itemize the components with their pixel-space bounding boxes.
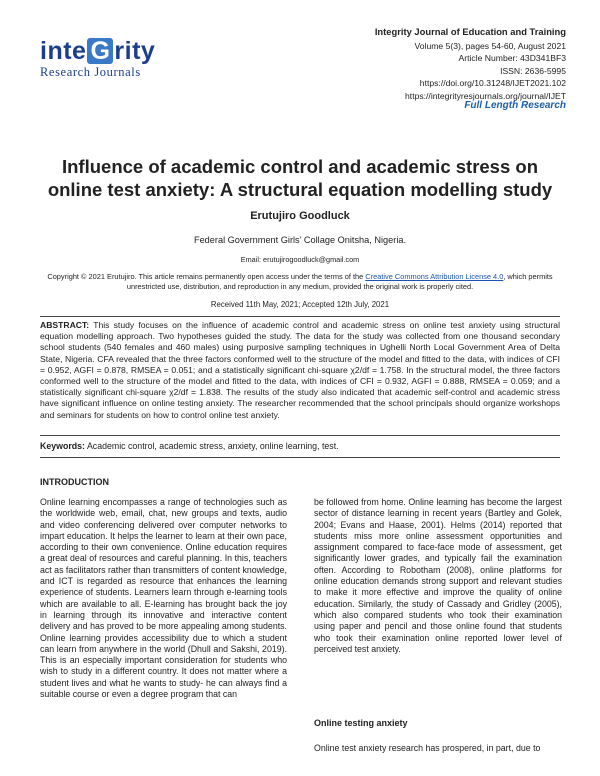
section-heading-online-testing-anxiety: Online testing anxiety xyxy=(314,718,408,728)
divider-top xyxy=(40,316,560,317)
logo-subtitle: Research Journals xyxy=(40,65,141,79)
journal-info xyxy=(375,26,566,103)
article-number: Article Number: 43D341BF3 xyxy=(458,53,566,64)
article-type: Full Length Research xyxy=(464,100,566,111)
keywords-label: Keywords: xyxy=(40,441,85,451)
issn: ISSN: 2636-5995 xyxy=(500,65,566,76)
divider-bottom xyxy=(40,457,560,458)
intro-left-column: Online learning encompasses a range of technologies such as the worldwide web, email, chat, new groups and texts, audio and video conferencing delivered over computer networks to impart education. It helps the learner to learn at their own pace, according to their own convenience. Online education requires a great deal of resources and careful planning. In this, teachers act as facilitators rather than transmitters of content knowledge, and ICT is regarded as resource that enhances the learning experience of students. Learners learn through e-learning tools which are available to all. E-learning has brought back the joy in learning through its innovative and interactive content delivery and has proved to be more appealing among students. Online learning provides accessibility due to which a student can learn from anywhere in the world (Dhull and Sakshi, 2019). This is an especially important consideration for students who wish to study in a different country. It does not matter where a student lives and what he wants to study- he can always find a suitable course or even a degree program that can xyxy=(40,497,287,700)
affiliation: Federal Government Girls’ Collage Onitsha, Nigeria. xyxy=(193,235,407,245)
journal-name: Integrity Journal of Education and Training xyxy=(374,26,566,37)
author-email[interactable]: Email: erutujirogoodluck@gmail.com xyxy=(240,255,360,264)
subsection-text: Online test anxiety research has prospered, in part, due to xyxy=(314,743,541,753)
intro-right-column: be followed from home. Online learning has become the largest sector of distance learning in recent years (Bartley and Golek, 2004; Evans and Haase, 2001). Helms (2014) reported that students miss more online assessment opportunities and assignment compared to face-face mode of assessment, get significantly lower grades, and typically fail the examination often. According to Robotham (2008), online platforms for online education demands strong support and relevant studies to make it more effective and improve the quality of online education. Similarly, the study of Cassady and Gridley (2005), which also compared students who took their examination using paper and pencil and those online found that students who took their examination online reported lower level of perceived test anxiety. xyxy=(314,497,562,654)
license-link[interactable]: Creative Commons Attribution License 4.0 xyxy=(365,272,504,281)
received-dates: Received 11th May, 2021; Accepted 12th July, 2021 xyxy=(210,300,390,309)
journal-url[interactable]: https://integrityresjournals.org/journal/IJET xyxy=(405,90,566,101)
author-name: Erutujiro Goodluck xyxy=(250,210,350,222)
abstract xyxy=(40,320,560,421)
journal-logo xyxy=(40,38,190,80)
abstract-text: This study focuses on the influence of academic control and academic stress on online test anxiety using structural equation modelling approach. Two hypotheses guided the study. The data for the study was collected from one thousand secondary school students (540 females and 460 males) using purposive sampling techniques in Ughelli North Local Government Area of Delta State, Nigeria. CFA revealed that the three factors conformed well to the structure of the model and fitted to the data, with indices of CFI = 0.952, AGFI = 0.878, RMSEA = 0.051; and a statistically significant chi-square χ2/df = 1.758. In the structural model, the three factors conformed well to the structure of the model and fitted to the data, with indices of CFI = 0.932, AGFI = 0.888, RMSEA = 0.059; and a statistically significant chi-square χ2/df = 1.838. The results of the study also indicated that academic self-control and academic stress have significant influence on online testing anxiety. The researcher recommended that the school principals should organize workshops and seminars for students on how to control online test anxiety. xyxy=(40,320,560,420)
logo-wordmark: inte G rity xyxy=(40,37,156,65)
keywords-text: Academic control, academic stress, anxiety, online learning, test. xyxy=(84,441,339,451)
divider-middle xyxy=(40,435,560,436)
doi-link[interactable]: https://doi.org/10.31248/IJET2021.102 xyxy=(419,78,566,89)
section-heading-introduction: INTRODUCTION xyxy=(40,477,109,487)
copyright-notice: Copyright © 2021 Erutujiro. This article remains permanently open access under the terms of the Creative Commons Attribution License 4.0, which permits unrestricted use, distribution, and reproduction in any medium, provided the original work is properly cited. xyxy=(47,272,553,291)
journal-volume: Volume 5(3), pages 54-60, August 2021 xyxy=(414,40,566,51)
abstract-label: ABSTRACT: xyxy=(40,320,90,330)
paper-title: Influence of academic control and academic stress on online test anxiety: A structural equation modelling study xyxy=(47,156,553,200)
keywords xyxy=(40,441,560,451)
